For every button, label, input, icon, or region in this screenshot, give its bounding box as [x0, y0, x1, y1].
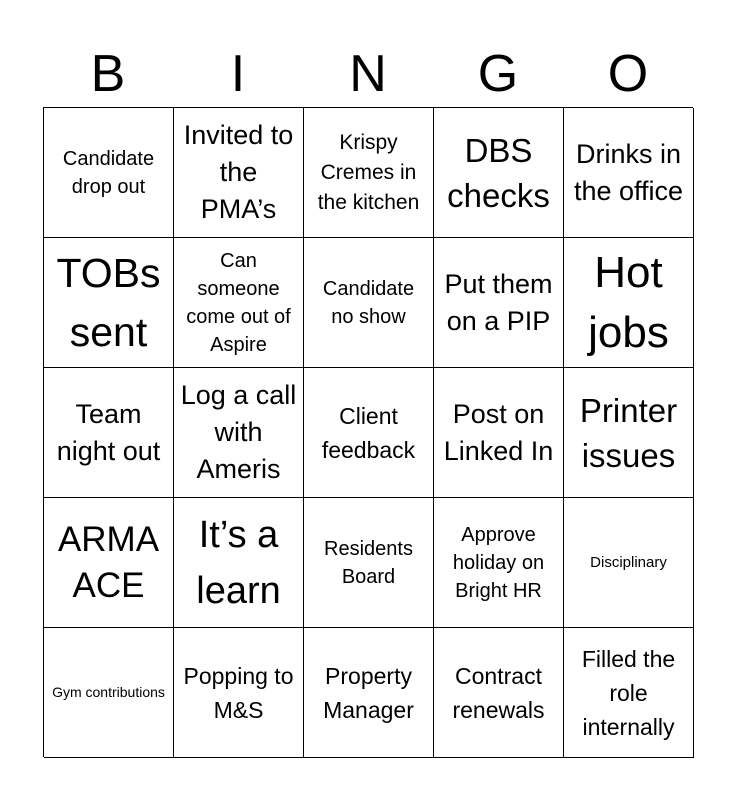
cell-text: ARMA ACE	[57, 519, 160, 605]
bingo-cell[interactable]	[304, 108, 434, 238]
bingo-cell[interactable]	[44, 628, 174, 758]
bingo-cell[interactable]	[44, 238, 174, 368]
cell-text: Post on Linked In	[443, 398, 554, 466]
bingo-cell[interactable]	[434, 108, 564, 238]
cell-text: Disciplinary	[590, 554, 667, 571]
bingo-cell[interactable]	[434, 628, 564, 758]
cell-text: Drinks in the office	[573, 138, 684, 206]
cell-text: Can someone come out of Aspire	[186, 249, 291, 356]
cell-text: Property Manager	[323, 662, 414, 723]
cell-text: Krispy Cremes in the kitchen	[317, 130, 420, 214]
cell-text: Gym contributions	[52, 684, 165, 700]
header-letter-o: O	[607, 45, 649, 103]
header-letter-g: G	[477, 45, 519, 103]
cell-text: Contract renewals	[452, 662, 545, 723]
bingo-cell[interactable]	[304, 498, 434, 628]
bingo-cell[interactable]	[174, 628, 304, 758]
bingo-cell[interactable]	[304, 368, 434, 498]
bingo-cell[interactable]	[564, 108, 694, 238]
bingo-cell[interactable]	[564, 498, 694, 628]
cell-text: Approve holiday on Bright HR	[452, 523, 545, 602]
cell-text: Printer issues	[579, 391, 678, 474]
bingo-cell[interactable]	[304, 238, 434, 368]
cell-text: Residents Board	[324, 537, 413, 588]
cell-text: Popping to M&S	[183, 662, 294, 723]
bingo-cell[interactable]	[564, 238, 694, 368]
bingo-cell[interactable]	[434, 238, 564, 368]
cell-text: Candidate no show	[322, 277, 415, 328]
bingo-cell[interactable]	[434, 498, 564, 628]
bingo-cell[interactable]	[564, 368, 694, 498]
bingo-cell[interactable]	[174, 368, 304, 498]
bingo-cell[interactable]	[44, 498, 174, 628]
header-letter-n: N	[349, 45, 387, 103]
bingo-cell[interactable]	[564, 628, 694, 758]
cell-text: Filled the role internally	[581, 645, 676, 740]
cell-text: Candidate drop out	[62, 147, 155, 198]
bingo-cell[interactable]	[174, 498, 304, 628]
bingo-header	[43, 40, 693, 108]
cell-text: Put them on a PIP	[444, 268, 553, 336]
bingo-cell[interactable]	[304, 628, 434, 758]
cell-text: It’s a learn	[196, 513, 281, 612]
cell-text: Client feedback	[321, 402, 416, 463]
cell-text: Hot jobs	[588, 247, 669, 357]
bingo-cell[interactable]	[44, 108, 174, 238]
bingo-card-grid	[43, 107, 693, 757]
header-letter-b: B	[90, 45, 126, 103]
bingo-cell[interactable]	[44, 368, 174, 498]
bingo-cell[interactable]	[434, 368, 564, 498]
cell-text: Team night out	[56, 398, 161, 466]
header-letter-i: I	[230, 45, 246, 103]
cell-text: Log a call with Ameris	[180, 380, 297, 484]
cell-text: Invited to the PMA’s	[183, 120, 294, 224]
cell-text: DBS checks	[447, 131, 550, 214]
bingo-cell[interactable]	[174, 238, 304, 368]
bingo-cell[interactable]	[174, 108, 304, 238]
cell-text: TOBs sent	[56, 249, 161, 355]
